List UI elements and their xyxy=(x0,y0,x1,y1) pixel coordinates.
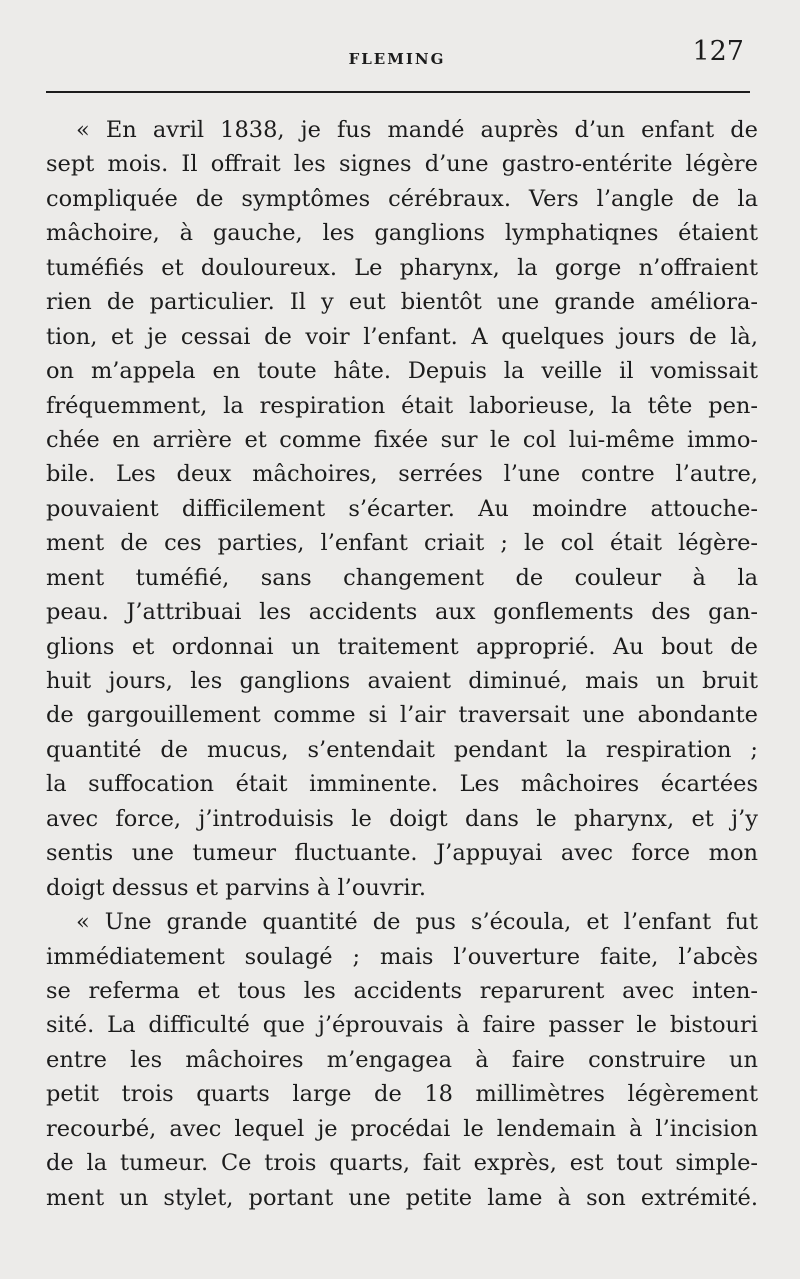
text-line: sentis une tumeur fluctuante. J’appuyai avec force mon xyxy=(46,840,758,867)
page-number: 127 xyxy=(692,36,744,67)
page-header xyxy=(46,36,748,76)
text-line: la suffocation était imminente. Les mâchoires écartées xyxy=(46,771,758,798)
text-line: fréquemment, la respiration était laborieuse, la tête pen- xyxy=(46,392,758,419)
text-line: de gargouillement comme si l’air traversait une abondante xyxy=(46,702,758,729)
body-text xyxy=(46,113,758,1215)
header-rule xyxy=(46,91,750,93)
text-line: immédiatement soulagé ; mais l’ouverture faite, l’abcès xyxy=(46,943,758,970)
text-line: ment tuméfié, sans changement de couleur à la xyxy=(46,564,758,591)
text-line: bile. Les deux mâchoires, serrées l’une contre l’autre, xyxy=(46,461,758,488)
text-line: compliquée de symptômes cérébraux. Vers l’angle de la xyxy=(46,185,758,212)
text-line: recourbé, avec lequel je procédai le lendemain à l’incision xyxy=(46,1115,758,1142)
text-line: ment de ces parties, l’enfant criait ; le col était légère- xyxy=(46,530,758,557)
text-line: « En avril 1838, je fus mandé auprès d’un enfant de xyxy=(76,117,758,143)
text-line: tuméfiés et douloureux. Le pharynx, la gorge n’offraient xyxy=(46,254,758,281)
text-line: sité. La difficulté que j’éprouvais à faire passer le bistouri xyxy=(46,1012,758,1039)
text-line: on m’appela en toute hâte. Depuis la veille il vomissait xyxy=(46,358,758,385)
text-line: quantité de mucus, s’entendait pendant la respiration ; xyxy=(46,736,758,763)
text-line: entre les mâchoires m’engagea à faire construire un xyxy=(46,1046,758,1073)
text-line: ment un stylet, portant une petite lame à son extrémité. xyxy=(46,1184,758,1211)
text-line: mâchoire, à gauche, les ganglions lymphatiqnes étaient xyxy=(46,220,758,247)
running-head: FLEMING xyxy=(348,50,446,68)
text-line: se referma et tous les accidents reparurent avec inten- xyxy=(46,977,758,1004)
text-line: « Une grande quantité de pus s’écoula, et l’enfant fut xyxy=(76,909,758,936)
text-line: sept mois. Il offrait les signes d’une gastro-entérite légère xyxy=(46,151,758,178)
text-line: petit trois quarts large de 18 millimètres légèrement xyxy=(46,1081,758,1108)
text-line: rien de particulier. Il y eut bientôt une grande améliora- xyxy=(46,289,758,316)
text-line: avec force, j’introduisis le doigt dans le pharynx, et j’y xyxy=(46,805,758,832)
text-line: huit jours, les ganglions avaient diminué, mais un bruit xyxy=(46,668,758,694)
text-line: glions et ordonnai un traitement approprié. Au bout de xyxy=(46,633,758,660)
text-line: pouvaient difficilement s’écarter. Au moindre attouche- xyxy=(46,495,758,522)
text-line: doigt dessus et parvins à l’ouvrir. xyxy=(46,874,426,901)
text-line: peau. J’attribuai les accidents aux gonflements des gan- xyxy=(46,599,758,626)
text-line: de la tumeur. Ce trois quarts, fait exprès, est tout simple- xyxy=(46,1150,758,1177)
text-line: tion, et je cessai de voir l’enfant. A quelques jours de là, xyxy=(46,323,758,350)
text-line: chée en arrière et comme fixée sur le col lui-même immo- xyxy=(46,426,758,453)
